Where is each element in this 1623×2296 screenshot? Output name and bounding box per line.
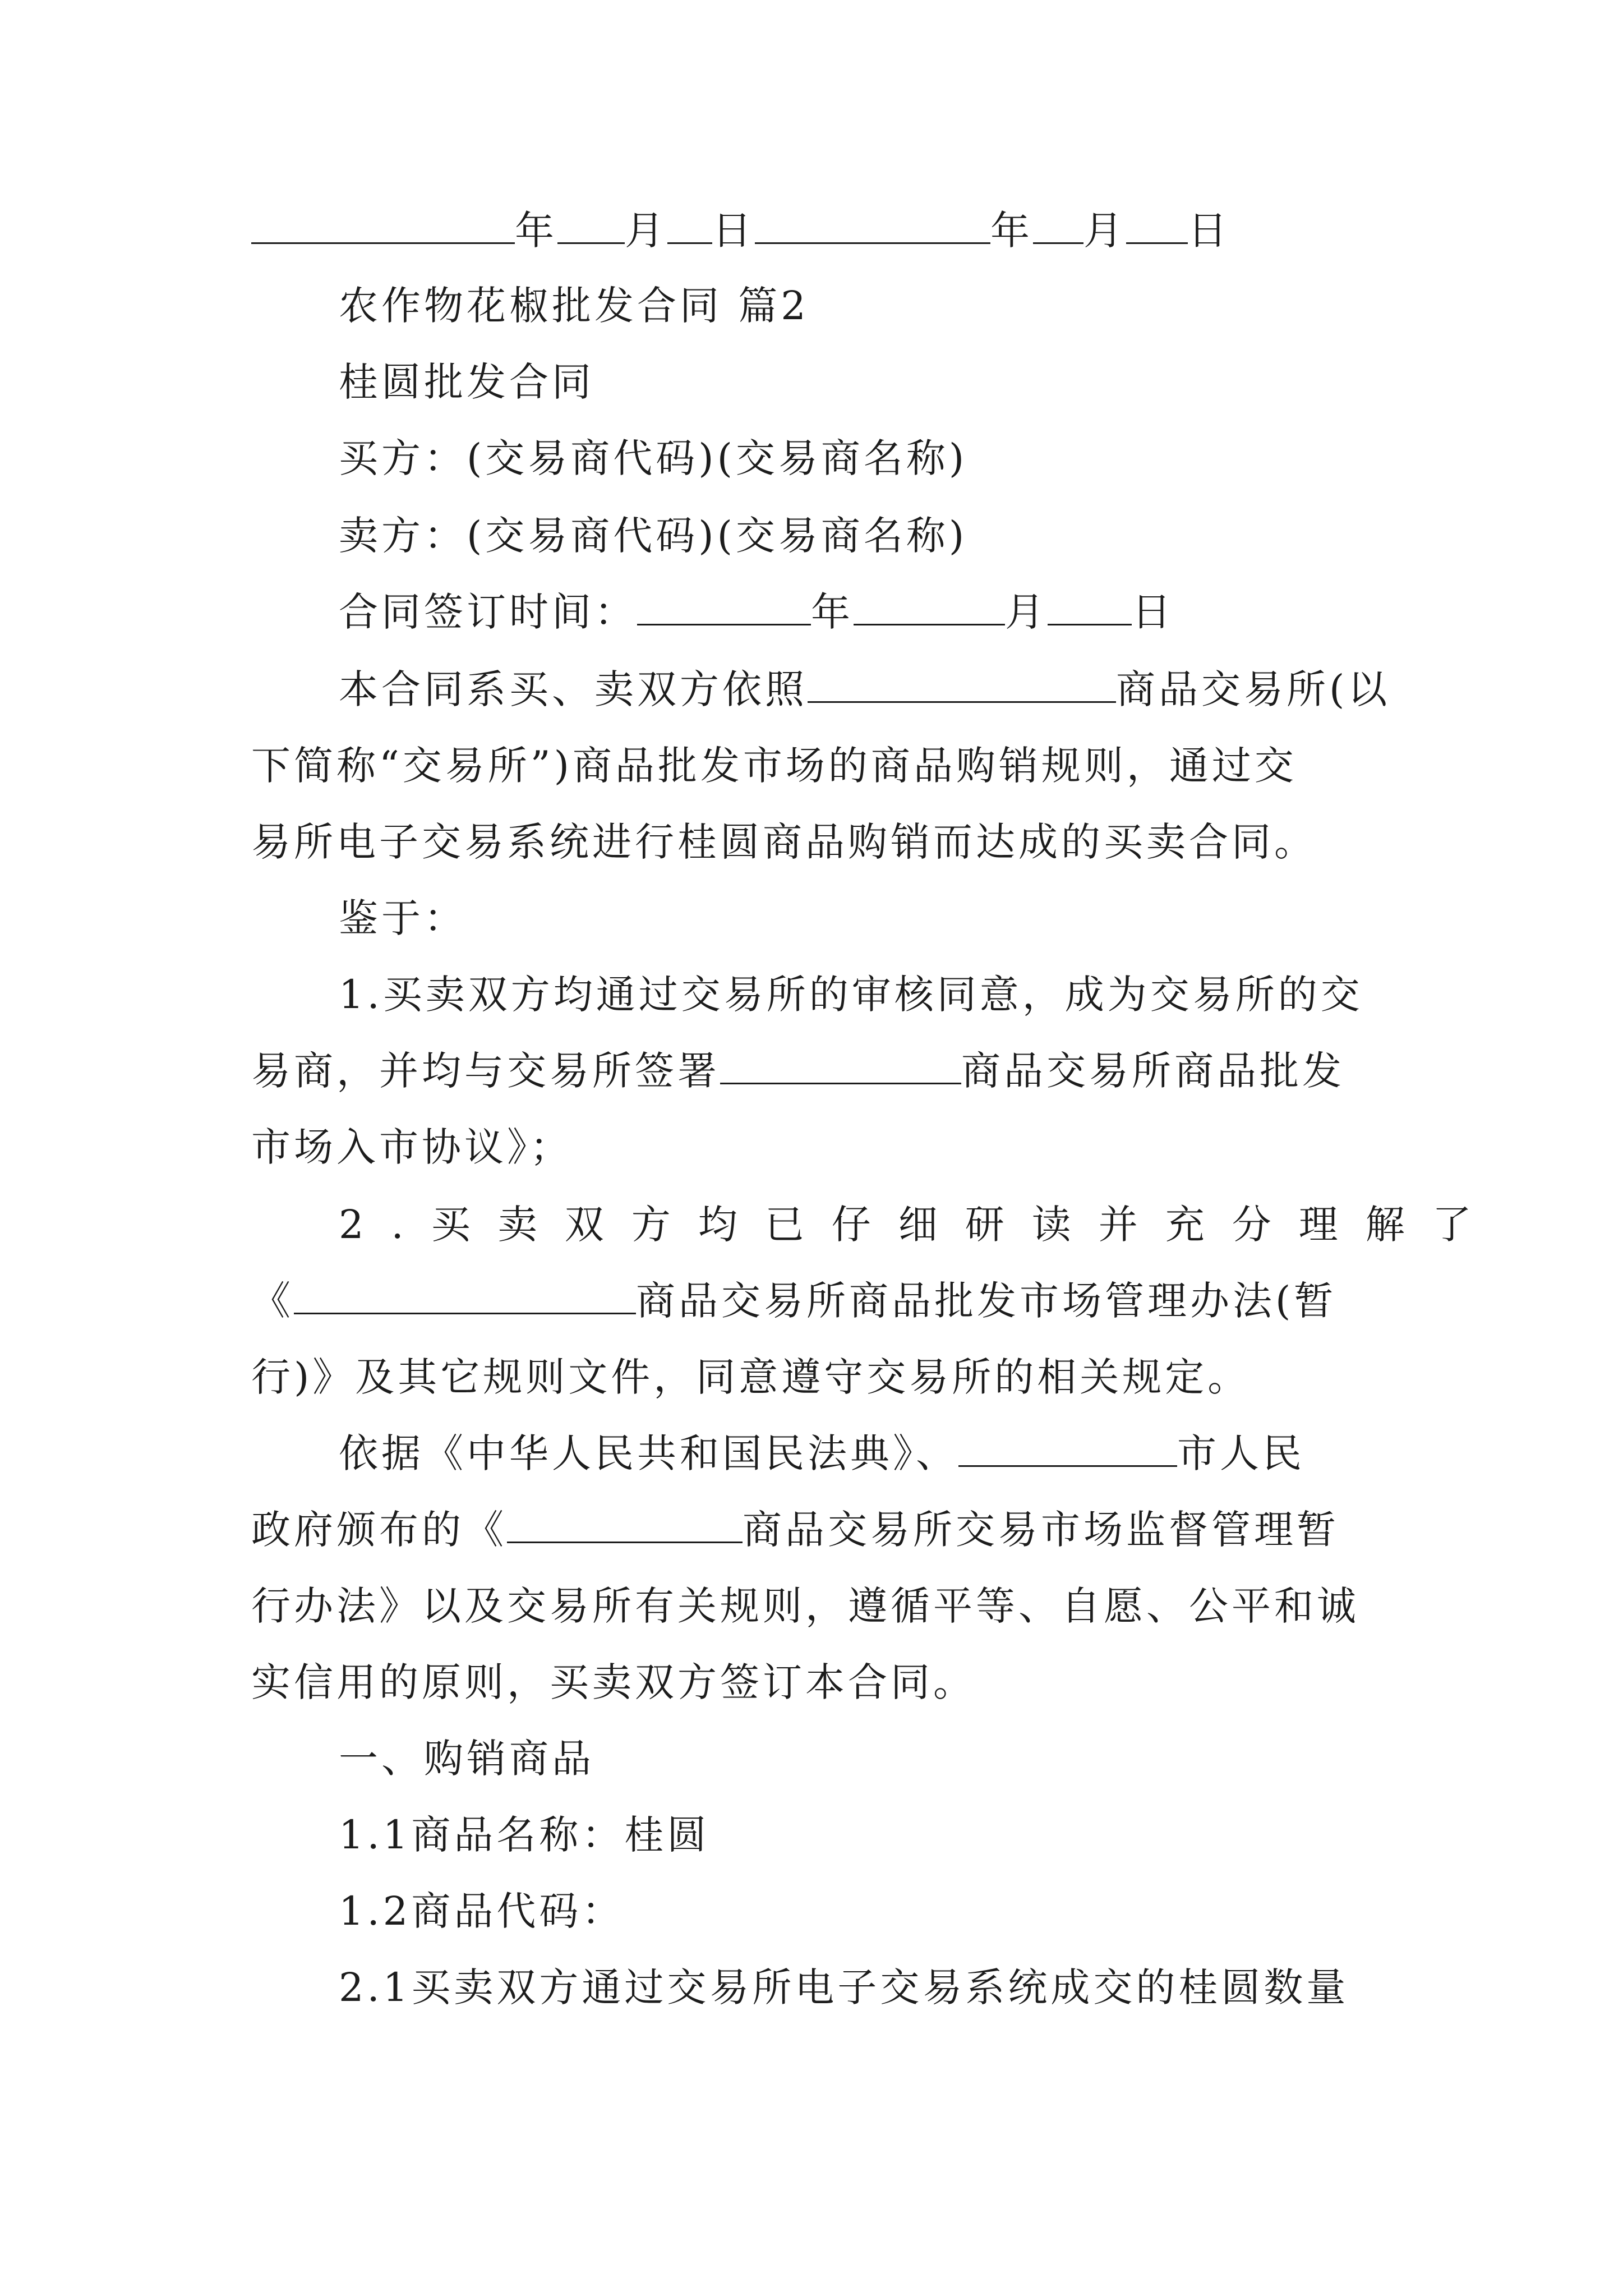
sign-time-line: 合同签订时间： 年 月 日 <box>339 589 1174 635</box>
blank-sign-month <box>854 590 1005 625</box>
item-1-1: 1.1商品名称：桂圆 <box>339 1812 710 1858</box>
intro-line-2: 下简称“交易所”)商品批发市场的商品购销规则，通过交 <box>251 743 1297 789</box>
basis-line-1: 依据《中华人民共和国民法典》、 市人民 <box>339 1430 1305 1476</box>
blank-city <box>958 1432 1177 1467</box>
intro-line-3: 易所电子交易系统进行桂圆商品购销而达成的买卖合同。 <box>251 819 1317 865</box>
blank-month-1 <box>557 209 625 244</box>
blank-exchange-2 <box>507 1508 743 1543</box>
point2-line-1: 2.买卖双方均已仔细研读并充分理解了 <box>339 1202 1499 1248</box>
blank-month-2 <box>1033 209 1083 244</box>
buyer-line: 买方：(交易商代码)(交易商名称) <box>339 435 968 481</box>
blank-sign-year <box>637 590 811 625</box>
point1-line-1: 1.买卖双方均通过交易所的审核同意，成为交易所的交 <box>339 972 1363 1018</box>
blank-sign-day <box>1048 590 1132 625</box>
section-heading: 农作物花椒批发合同 篇2 <box>339 283 809 329</box>
basis-line-3: 行办法》以及交易所有关规则，遵循平等、自愿、公平和诚 <box>251 1583 1359 1629</box>
intro-line-1: 本合同系买、卖双方依照 商品交易所(以 <box>339 666 1391 712</box>
basis-line-2: 政府颁布的《 商品交易所交易市场监督管理暂 <box>251 1507 1339 1553</box>
section1-heading: 一、购销商品 <box>339 1736 594 1782</box>
blank-date-1 <box>251 209 515 244</box>
blank-date-2 <box>755 209 990 244</box>
point1-line-2: 易商，并均与交易所签署 商品交易所商品批发 <box>251 1048 1345 1094</box>
blank-point2 <box>294 1279 636 1314</box>
basis-line-4: 实信用的原则，买卖双方签订本合同。 <box>251 1659 976 1705</box>
point2-line-2: 《 商品交易所商品批发市场管理办法(暂 <box>251 1278 1337 1324</box>
blank-day-2 <box>1126 209 1188 244</box>
blank-day-1 <box>667 209 712 244</box>
item-2-1: 2.1买卖双方通过交易所电子交易系统成交的桂圆数量 <box>339 1964 1349 2010</box>
item-1-2: 1.2商品代码： <box>339 1888 625 1934</box>
blank-point1 <box>720 1049 961 1084</box>
point1-line-3: 市场入市协议》； <box>251 1124 573 1170</box>
blank-exchange-name <box>808 668 1116 703</box>
seller-line: 卖方：(交易商代码)(交易商名称) <box>339 513 968 559</box>
contract-title: 桂圆批发合同 <box>339 359 594 405</box>
signature-date-line: 年 月 日 年 月 日 <box>251 205 1373 256</box>
point2-line-3: 行)》及其它规则文件，同意遵守交易所的相关规定。 <box>251 1354 1251 1400</box>
whereas-heading: 鉴于： <box>339 895 467 941</box>
